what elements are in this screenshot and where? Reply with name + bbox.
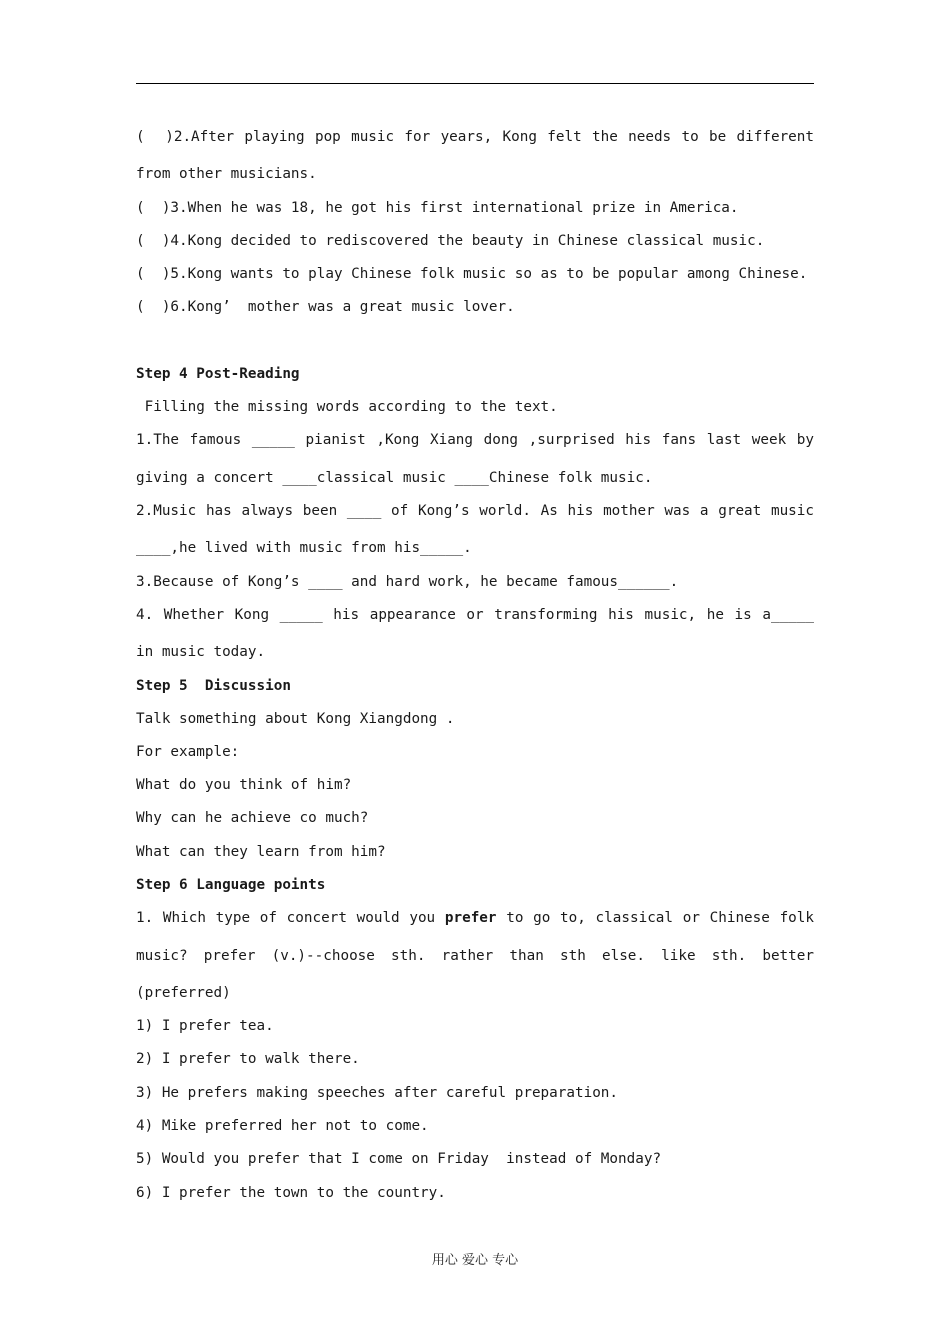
tf-item-4: ( )4.Kong decided to rediscovered the beauty in Chinese classical music. <box>136 233 765 249</box>
example-sentence-6: 6) I prefer the town to the country. <box>136 1185 446 1201</box>
step4-heading: Step 4 Post-Reading <box>136 366 300 382</box>
language-point-1-line2: music? prefer (v.)--choose sth. rather than sth else. like sth. better <box>136 948 814 964</box>
example-sentence-1: 1) I prefer tea. <box>136 1018 274 1034</box>
header-rule <box>136 83 814 84</box>
step4-instruction: Filling the missing words according to the text. <box>136 399 558 415</box>
example-sentence-2: 2) I prefer to walk there. <box>136 1051 360 1067</box>
fill-item-4-line2: in music today. <box>136 644 266 660</box>
discussion-question-1: What do you think of him? <box>136 777 352 793</box>
fill-item-1-line2: giving a concert ____classical music ____Chinese folk music. <box>136 470 653 486</box>
fill-item-2-line1: 2.Music has always been ____ of Kong’s world. As his mother was a great music <box>136 503 814 519</box>
discussion-question-3: What can they learn from him? <box>136 844 386 860</box>
fill-item-3: 3.Because of Kong’s ____ and hard work, he became famous______. <box>136 574 679 590</box>
example-sentence-4: 4) Mike preferred her not to come. <box>136 1118 429 1134</box>
step5-heading: Step 5 Discussion <box>136 678 291 694</box>
tf-item-2-line1: ( )2.After playing pop music for years, Kong felt the needs to be different <box>136 129 814 145</box>
step6-heading: Step 6 Language points <box>136 877 326 893</box>
discussion-question-2: Why can he achieve co much? <box>136 810 369 826</box>
example-sentence-5: 5) Would you prefer that I come on Friday instead of Monday? <box>136 1151 662 1167</box>
step5-intro: Talk something about Kong Xiangdong . <box>136 711 455 727</box>
page-footer: 用心 爱心 专心 <box>431 1253 519 1268</box>
fill-item-2-line2: ____,he lived with music from his_____. <box>136 540 472 556</box>
language-point-1-line3: (preferred) <box>136 985 231 1001</box>
keyword-prefer: prefer <box>444 910 497 926</box>
tf-item-3: ( )3.When he was 18, he got his first international prize in America. <box>136 200 739 216</box>
language-point-1-suffix: to go to, classical or Chinese folk <box>496 910 814 926</box>
example-sentence-3: 3) He prefers making speeches after careful preparation. <box>136 1085 619 1101</box>
tf-item-5: ( )5.Kong wants to play Chinese folk music so as to be popular among Chinese. <box>136 266 808 282</box>
tf-item-2-line2: from other musicians. <box>136 166 317 182</box>
fill-item-1-line1: 1.The famous _____ pianist ,Kong Xiang dong ,surprised his fans last week by <box>136 432 814 448</box>
step5-example-label: For example: <box>136 744 240 760</box>
fill-item-4-line1: 4. Whether Kong _____ his appearance or transforming his music, he is a_____ <box>136 607 814 623</box>
tf-item-6: ( )6.Kong’ mother was a great music lover. <box>136 299 515 315</box>
language-point-1-prefix: 1. Which type of concert would you <box>136 910 445 926</box>
language-point-1-line1 <box>136 909 814 927</box>
